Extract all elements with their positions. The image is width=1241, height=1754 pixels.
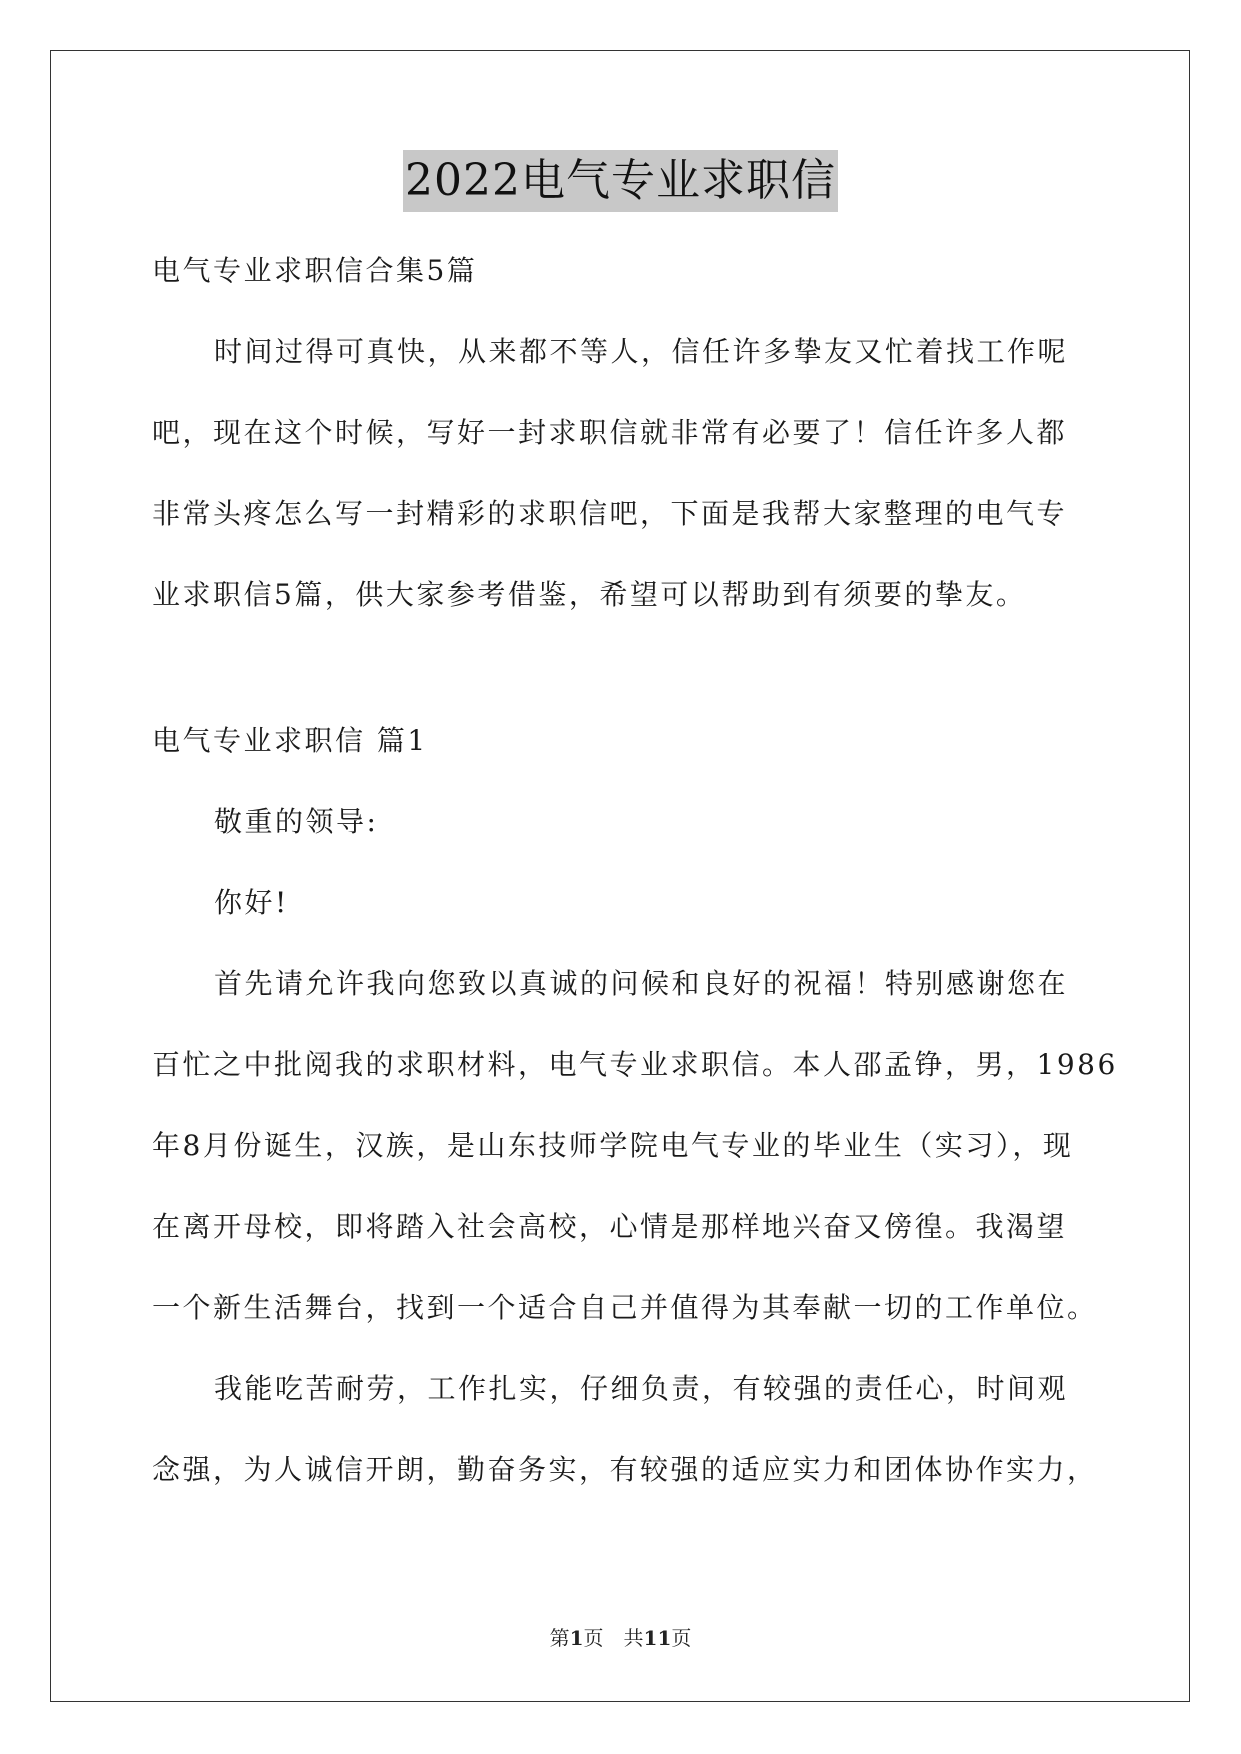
paragraph1-line-4: 在离开母校，即将踏入社会高校，心情是那样地兴奋又傍徨。我渴望 bbox=[152, 1210, 1068, 1243]
paragraph2-line-2: 念强，为人诚信开朗，勤奋务实，有较强的适应实力和团体协作实力， bbox=[152, 1453, 1098, 1486]
paragraph1-line-1: 首先请允许我向您致以真诚的问候和良好的祝福！特别感谢您在 bbox=[214, 967, 1069, 1000]
salutation: 敬重的领导: bbox=[214, 805, 379, 838]
intro-line-2: 吧，现在这个时候，写好一封求职信就非常有必要了！信任许多人都 bbox=[152, 416, 1068, 449]
paragraph2-line-1: 我能吃苦耐劳，工作扎实，仔细负责，有较强的责任心，时间观 bbox=[214, 1372, 1069, 1405]
paragraph1-line-2: 百忙之中批阅我的求职材料，电气专业求职信。本人邵孟铮，男，1986 bbox=[152, 1048, 1118, 1081]
paragraph1-line-3: 年8月份诞生，汉族，是山东技师学院电气专业的毕业生（实习），现 bbox=[152, 1129, 1074, 1162]
page-footer bbox=[0, 1622, 1241, 1651]
greeting: 你好! bbox=[214, 886, 289, 919]
page-total: 11 bbox=[643, 1626, 672, 1650]
paragraph1-line-5: 一个新生活舞台，找到一个适合自己并值得为其奉献一切的工作单位。 bbox=[152, 1291, 1098, 1324]
page-current: 1 bbox=[569, 1626, 584, 1650]
intro-line-3: 非常头疼怎么写一封精彩的求职信吧，下面是我帮大家整理的电气专 bbox=[152, 497, 1068, 530]
intro-line-4: 业求职信5篇，供大家参考借鉴，希望可以帮助到有须要的挚友。 bbox=[152, 578, 1027, 611]
document-body bbox=[152, 230, 1118, 1510]
title-container bbox=[0, 150, 1241, 212]
page-prefix: 第 bbox=[549, 1626, 570, 1650]
collection-line: 电气专业求职信合集5篇 bbox=[152, 254, 478, 287]
document-title: 2022电气专业求职信 bbox=[403, 150, 838, 212]
intro-line-1: 时间过得可真快，从来都不等人，信任许多挚友又忙着找工作呢 bbox=[214, 335, 1069, 368]
page-suffix: 页 bbox=[671, 1626, 692, 1650]
page-mid: 页 共 bbox=[583, 1626, 644, 1650]
section-heading: 电气专业求职信 篇1 bbox=[152, 724, 428, 757]
section-spacer bbox=[152, 635, 1092, 700]
